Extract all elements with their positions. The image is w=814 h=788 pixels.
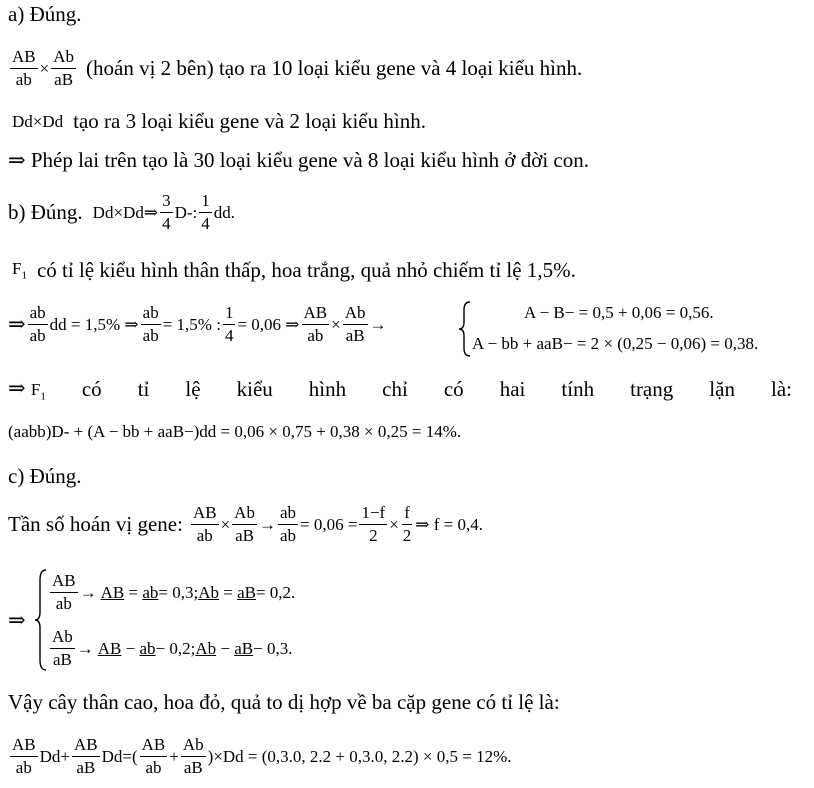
fraction: $\frac{1}{4}$	[224, 303, 234, 345]
fraction: $\frac{Ab}{aB}$	[344, 303, 366, 345]
fraction: $\frac{Ab}{aB}$	[182, 735, 204, 777]
fraction: $\frac{ab}{ab}$	[279, 503, 296, 545]
part-a-line1: $\frac{AB}{ab}$ × $\frac{Ab}{aB}$ (hoán vị 2 bên) tạo ra 10 loại kiểu gene và 4 loại kiểu hình.	[12, 47, 583, 89]
part-a-conclusion: ⇒ Phép lai trên tạo là 30 loại kiểu gene và 8 loại kiểu hình ở đời con.	[8, 148, 589, 172]
part-c-heading: c) Đúng.	[8, 464, 82, 488]
part-a-line2: Dd×Dd tạo ra 3 loại kiểu gene và 2 loại kiểu hình.	[12, 109, 426, 133]
fraction: $\frac{Ab}{aB}$	[52, 627, 73, 669]
fraction: $\frac{ab}{ab}$	[142, 303, 159, 345]
part-b-line5: (aabb)D- + (A − bb + aaB−)dd = 0,06 × 0,75 + 0,38 × 0,25 = 14%.	[8, 422, 462, 441]
part-c-sys-arrow: ⇒	[8, 608, 26, 632]
part-b-line2: $F_1$ có tỉ lệ kiểu hình thân thấp, hoa trắng, quả nhỏ chiếm tỉ lệ 1,5%.	[12, 258, 576, 282]
part-a-heading: a) Đúng.	[8, 2, 82, 26]
part-b-line3: ⇒ $\frac{ab}{ab}$ dd = 1,5% ⇒ $\frac{ab}{ab}$ = 1,5% : $\frac{1}{4}$ = 0,06 ⇒ $\frac{AB}{ab}$ × $\frac{Ab}{aB}$ →	[8, 303, 387, 345]
fraction: $\frac{Ab}{aB}$	[234, 503, 255, 545]
part-c-sys-row2: $\frac{Ab}{aB}$ → AB − ab − 0,2; Ab − aB − 0,3.	[52, 627, 293, 669]
part-b-line1: b) Đúng. Dd×Dd⇒ $\frac{3}{4}$ D-: $\frac{1}{4}$ dd.	[8, 191, 235, 233]
fraction: $\frac{AB}{ab}$	[192, 503, 217, 545]
part-c-line3: $\frac{AB}{ab}$ Dd+ $\frac{AB}{aB}$ Dd=( $\frac{AB}{ab}$ + $\frac{Ab}{aB}$ )×Dd = (0,3.0, 2.2 + 0,3.0, 2.2) × 0,5 = 12%.	[12, 735, 512, 777]
part-c-line2: Vậy cây thân cao, hoa đỏ, quả to dị hợp về ba cặp gene có tỉ lệ là:	[8, 690, 560, 714]
fraction: $\frac{AB}{ab}$	[303, 303, 328, 345]
fraction: $\frac{AB}{ab}$	[12, 735, 36, 777]
part-b-line4: ⇒ $F_1$ có tỉ lệ kiểu hình chỉ có hai tính trạng lặn là:	[8, 376, 792, 403]
system-row-2: A − bb + aaB− = 2 × (0,25 − 0,06) = 0,38.	[472, 334, 759, 353]
part-c-line1: Tần số hoán vị gene: $\frac{AB}{ab}$ × $\frac{Ab}{aB}$ → $\frac{ab}{ab}$ = 0,06 = $\frac{1-f}{2}$ × $\frac{f}{2}$ ⇒ f = 0,4.	[8, 503, 484, 545]
fraction: $\frac{3}{4}$	[162, 191, 171, 233]
fraction: $\frac{1}{4}$	[201, 191, 210, 233]
fraction: $\frac{ab}{ab}$	[29, 303, 46, 345]
left-brace-icon	[34, 568, 48, 672]
fraction: $\frac{AB}{ab}$	[12, 47, 36, 89]
part-c-sys-row1: $\frac{AB}{ab}$ → AB = ab = 0,3; Ab = aB = 0,2.	[52, 571, 296, 613]
fraction: $\frac{f}{2}$	[402, 503, 412, 545]
fraction: $\frac{Ab}{aB}$	[53, 47, 74, 89]
fraction: $\frac{AB}{aB}$	[74, 735, 98, 777]
left-brace-icon	[458, 300, 472, 358]
system-row-1: A − B− = 0,5 + 0,06 = 0,56.	[524, 303, 714, 322]
fraction: $\frac{1-f}{2}$	[361, 503, 386, 545]
fraction: $\frac{AB}{ab}$	[52, 571, 76, 613]
fraction: $\frac{AB}{ab}$	[141, 735, 166, 777]
